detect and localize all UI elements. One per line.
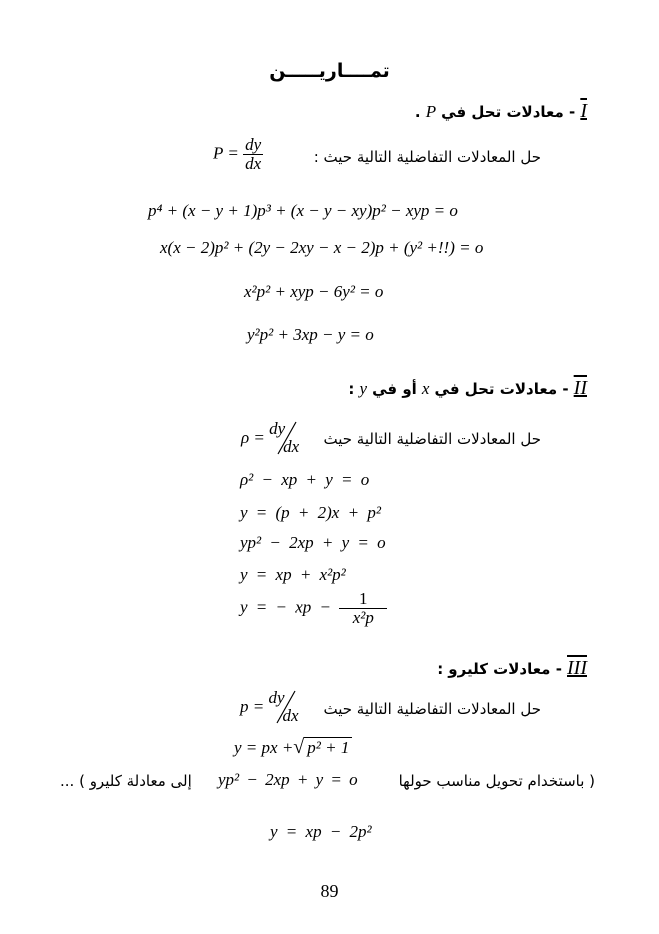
section-2-heading	[348, 377, 587, 400]
def-denominator: dx	[283, 437, 300, 456]
section-1-heading	[415, 100, 587, 123]
section-2-definition	[241, 421, 303, 457]
equation-1-3: x²p² + xyp − 6y² = o	[244, 282, 384, 301]
equation-3-1	[234, 736, 352, 759]
eq-numerator: 1	[339, 590, 387, 609]
equation-3-2: y = xp − 2p²	[270, 822, 372, 841]
page-number: 89	[320, 881, 339, 901]
page-title: تمــــاريـــــن	[269, 60, 390, 82]
equation-1-2: x(x − 2)p² + (2y − 2xy − x − 2)p + (y² +!!) = o	[160, 238, 484, 257]
def-numerator: dy	[269, 419, 286, 438]
section-2-or: أو في	[372, 380, 417, 398]
section-2-numeral: II	[573, 377, 587, 399]
def-numerator: dy	[268, 688, 285, 707]
def-slash-fraction	[268, 690, 302, 726]
note-right-text: ( باستخدام تحويل مناسب حولها	[398, 772, 595, 790]
def-lhs: P =	[213, 143, 239, 163]
eq-fraction	[339, 590, 387, 627]
note-equation: yp² − 2xp + y = o	[218, 770, 358, 789]
equation-1-4: y²p² + 3xp − y = o	[247, 325, 374, 344]
def-lhs: ρ =	[241, 427, 265, 447]
def-fraction	[243, 136, 263, 173]
radicand: p² + 1	[304, 737, 352, 758]
section-1-title: - معادلات تحل في	[441, 103, 576, 121]
section-3-instruction: حل المعادلات التفاضلية التالية حيث	[323, 700, 541, 718]
def-denominator: dx	[282, 706, 299, 725]
def-numerator: dy	[245, 135, 262, 154]
def-lhs: p =	[240, 696, 265, 716]
section-2-tail: :	[348, 380, 355, 398]
section-3-numeral: III	[567, 657, 587, 679]
section-3-heading	[437, 657, 587, 680]
section-1-definition	[213, 136, 263, 173]
section-3-tail: :	[437, 660, 444, 678]
section-1-var: P	[425, 102, 437, 121]
equation-2-4: y = xp + x²p²	[240, 565, 346, 584]
def-slash-fraction	[269, 421, 303, 457]
section-1-numeral: I	[580, 100, 587, 122]
section-2-title: - معادلات تحل في	[434, 380, 569, 398]
equation-2-5	[240, 590, 387, 627]
equation-2-2: y = (p + 2)x + p²	[240, 503, 381, 522]
section-3-definition	[240, 690, 302, 726]
section-1-instruction: حل المعادلات التفاضلية التالية حيث :	[313, 148, 541, 166]
eq-denominator: x²p	[352, 608, 374, 627]
section-2-instruction: حل المعادلات التفاضلية التالية حيث	[323, 430, 541, 448]
equation-2-1: ρ² − xp + y = o	[240, 470, 370, 489]
equation-1-1: p⁴ + (x − y + 1)p³ + (x − y − xy)p² − xyp = o	[148, 201, 458, 220]
radical-sign: √	[293, 736, 305, 758]
equation-2-3: yp² − 2xp + y = o	[240, 533, 386, 552]
eq-lhs: y = px +	[234, 738, 294, 757]
section-3-title: - معادلات كليرو	[448, 660, 562, 678]
section-2-var-y: y	[359, 379, 367, 398]
def-denominator: dx	[245, 154, 262, 173]
eq-lhs: y = − xp −	[240, 597, 332, 617]
note-left-text: إلى معادلة كليرو ) ...	[60, 772, 192, 790]
section-2-var-x: x	[421, 379, 430, 398]
section-1-tail: .	[414, 103, 421, 121]
